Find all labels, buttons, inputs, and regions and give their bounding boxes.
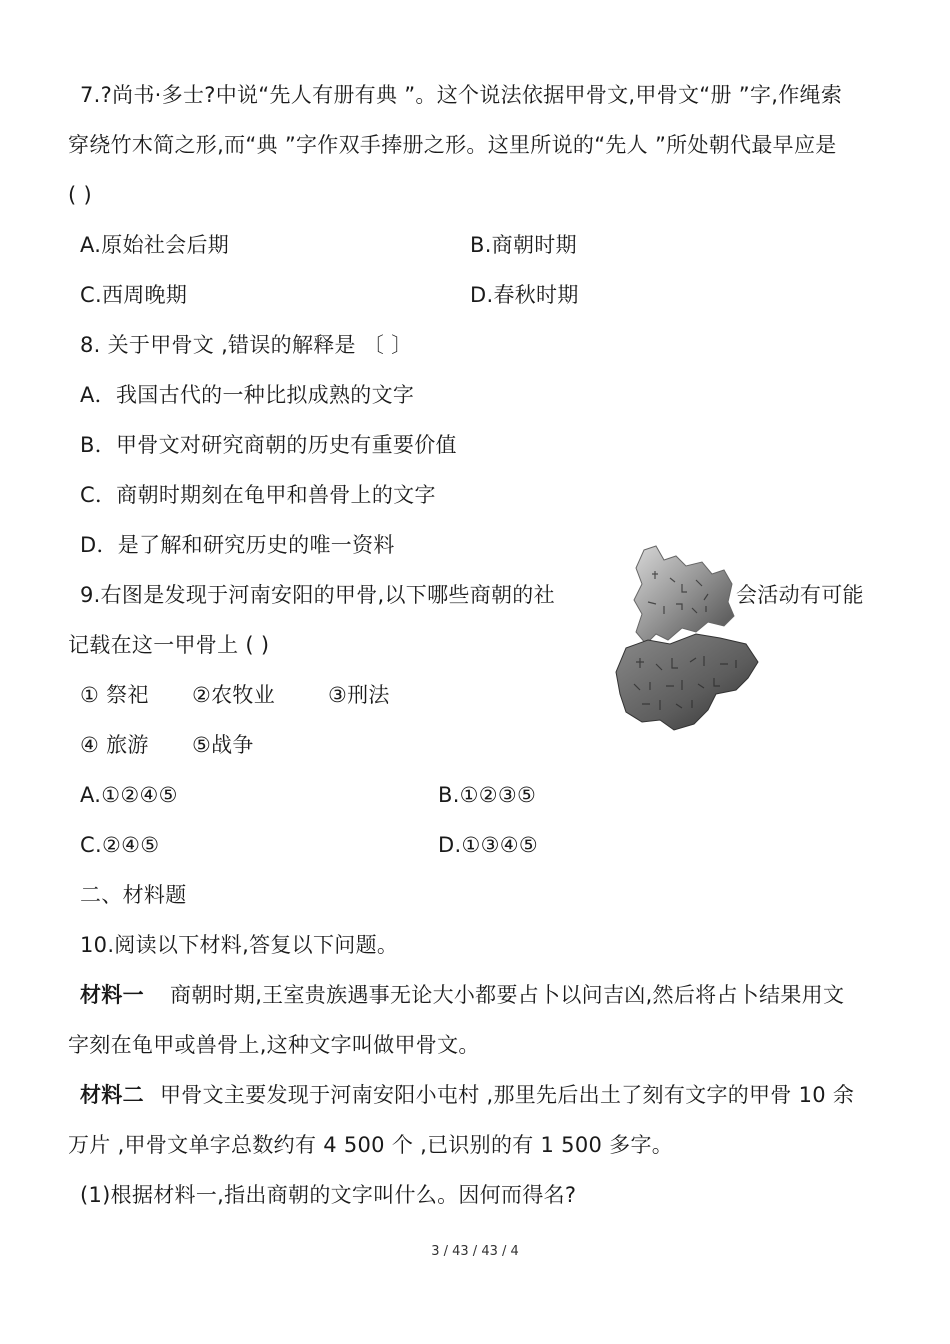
q10-material1-line1: 商朝时期,王室贵族遇事无论大小都要占卜以问吉凶,然后将占卜结果用文 (170, 983, 845, 1007)
q8-option-c: C．商朝时期刻在龟甲和兽骨上的文字 (80, 483, 436, 507)
q9-option-c: C.②④⑤ (80, 833, 160, 857)
q10-stem: 10.阅读以下材料,答复以下问题。 (80, 933, 399, 957)
q10-material1-label: 材料一 (80, 983, 144, 1007)
q7-option-c: C.西周晚期 (80, 283, 188, 307)
q9-item-5: ⑤战争 (192, 733, 254, 757)
q7-option-a: A.原始社会后期 (80, 233, 230, 257)
q8-option-d: D．是了解和研究历史的唯一资料 (80, 533, 395, 557)
q7-answer-bracket: ( ) (68, 183, 92, 207)
q9-item-2: ②农牧业 (192, 683, 276, 707)
oracle-bone-upper-fragment (634, 546, 734, 644)
q8-option-b: B．甲骨文对研究商朝的历史有重要价值 (80, 433, 457, 457)
q8-option-a: A．我国古代的一种比拟成熟的文字 (80, 383, 415, 407)
q9-stem-line1-part1: 9.右图是发现于河南安阳的甲骨,以下哪些商朝的社 (80, 583, 555, 607)
q10-material2-line2: 万片 ,甲骨文单字总数约有 4 500 个 ,已识别的有 1 500 多字。 (68, 1133, 674, 1157)
q9-item-1: ① 祭祀 (80, 683, 149, 707)
q7-stem-line2: 穿绕竹木简之形,而“典 ”字作双手捧册之形。这里所说的“先人 ”所处朝代最早应是 (68, 133, 837, 157)
q7-option-d: D.春秋时期 (470, 283, 579, 307)
q9-stem-line1-part2: 会活动有可能 (736, 583, 864, 607)
q10-material2-line1: 甲骨文主要发现于河南安阳小屯村 ,那里先后出土了刻有文字的甲骨 10 余 (160, 1083, 855, 1107)
page-number: 3 / 43 / 43 / 4 (431, 1244, 519, 1259)
q10-material1-line2: 字刻在龟甲或兽骨上,这种文字叫做甲骨文。 (68, 1033, 480, 1057)
q9-option-a: A.①②④⑤ (80, 783, 178, 807)
q9-item-4: ④ 旅游 (80, 733, 149, 757)
oracle-bone-lower-fragment (616, 634, 758, 730)
q10-material2-label: 材料二 (80, 1083, 144, 1107)
q9-option-d: D.①③④⑤ (438, 833, 538, 857)
q9-stem-line2: 记载在这一甲骨上 ( ) (68, 633, 270, 657)
q7-option-b: B.商朝时期 (470, 233, 577, 257)
q9-item-3: ③刑法 (328, 683, 390, 707)
q8-stem: 8. 关于甲骨文 ,错误的解释是 〔 〕 (80, 333, 413, 357)
oracle-bone-image (612, 544, 762, 736)
section-title-materials: 二、材料题 (80, 883, 187, 907)
q9-option-b: B.①②③⑤ (438, 783, 537, 807)
q7-stem-line1: 7.?尚书·多士?中说“先人有册有典 ”。这个说法依据甲骨文,甲骨文“册 ”字,作绳索 (80, 83, 843, 107)
q10-subquestion-1: (1)根据材料一,指出商朝的文字叫什么。因何而得名? (80, 1183, 577, 1207)
